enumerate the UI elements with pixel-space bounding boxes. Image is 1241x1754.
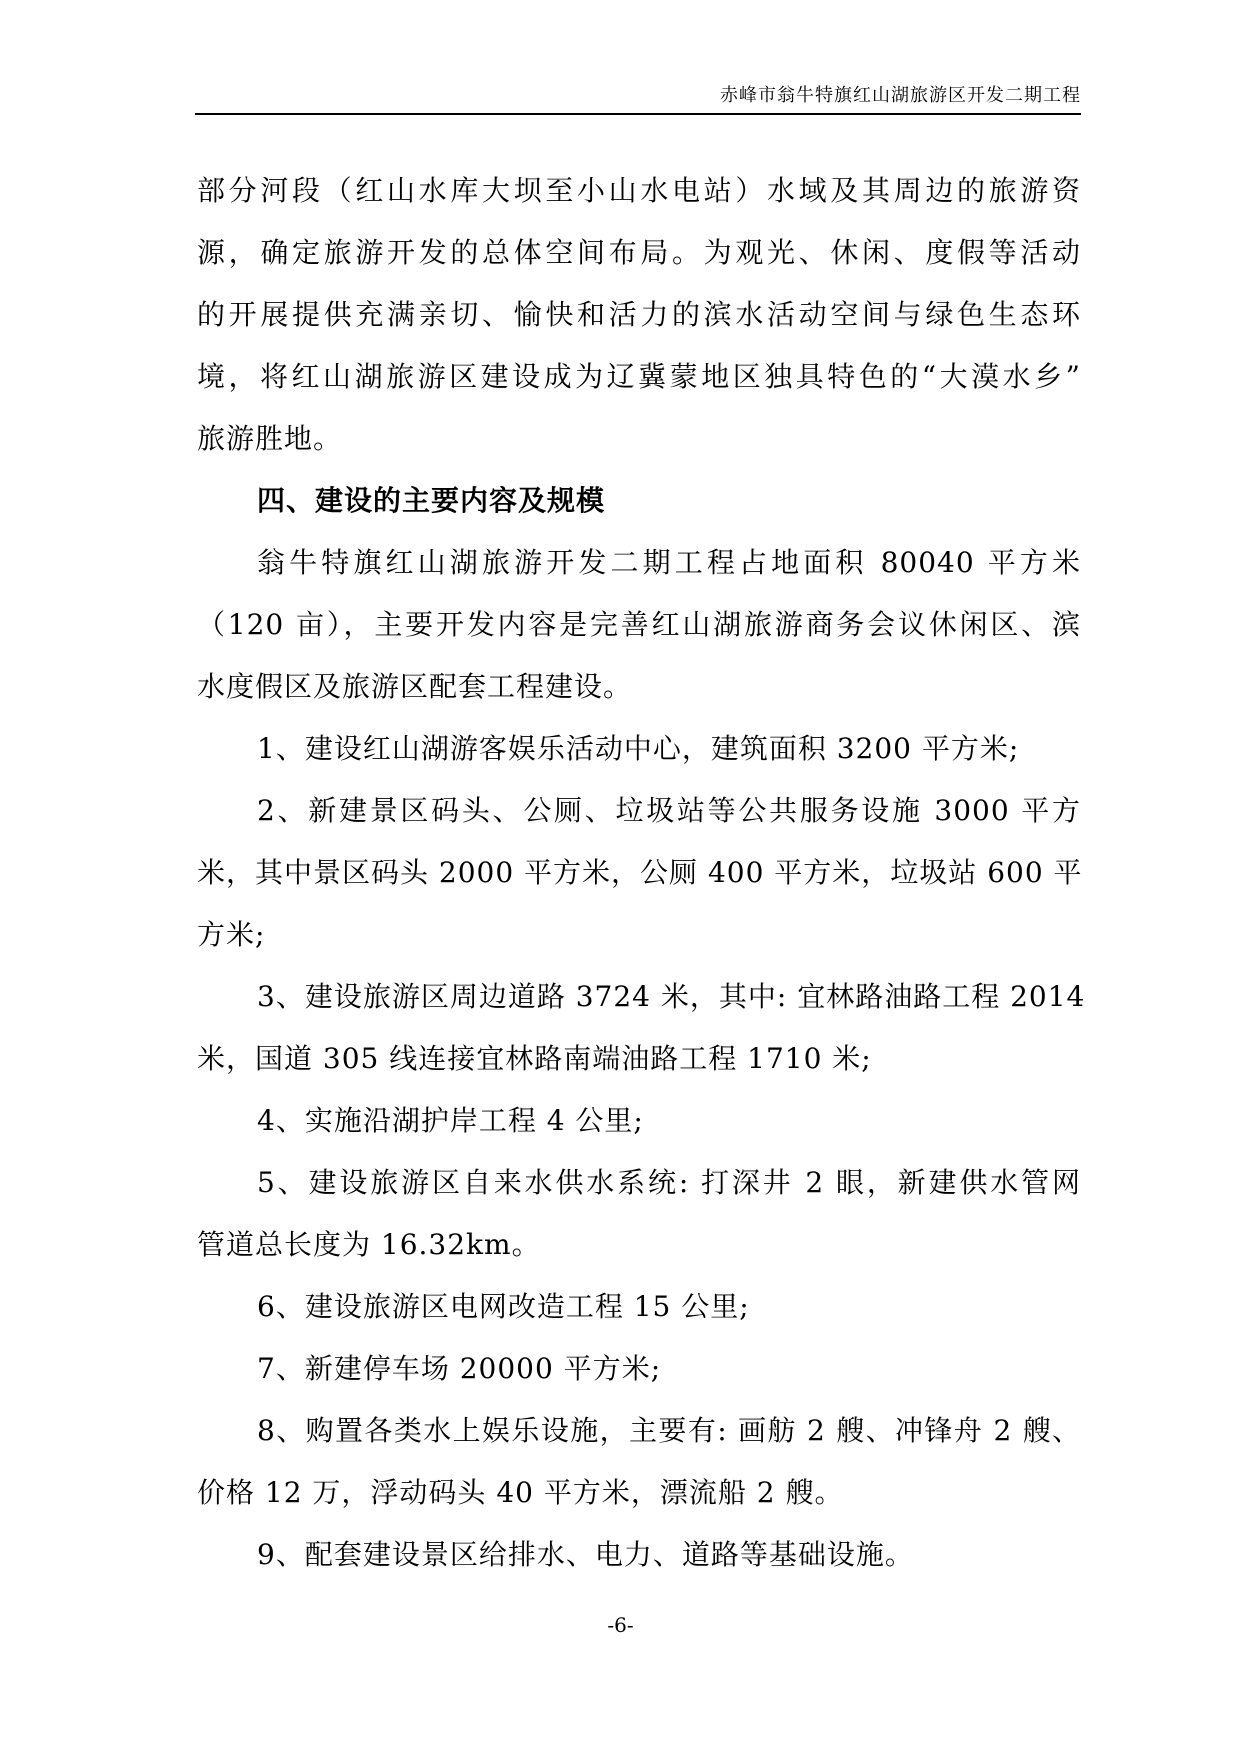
list-item: 6、建设旅游区电网改造工程 15 公里; — [257, 1290, 750, 1323]
section-heading: 四、建设的主要内容及规模 — [257, 484, 606, 517]
list-item: 4、实施沿湖护岸工程 4 公里; — [257, 1104, 644, 1137]
running-header: 赤峰市翁牛特旗红山湖旅游区开发二期工程 — [720, 85, 1081, 106]
page-number: -6- — [607, 1613, 634, 1637]
header-divider — [195, 113, 1081, 115]
body-line: 米，国道 305 线连接宜林路南端油路工程 1710 米; — [197, 1042, 872, 1075]
body-line: 方米; — [197, 918, 266, 951]
body-line: 管道总长度为 16.32km。 — [197, 1228, 541, 1261]
body-line: 的开展提供充满亲切、愉快和活力的滨水活动空间与绿色生态环 — [197, 298, 1081, 331]
body-line: 旅游胜地。 — [197, 422, 343, 455]
list-item: 7、新建停车场 20000 平方米; — [257, 1352, 662, 1385]
body-line: 水度假区及旅游区配套工程建设。 — [197, 670, 633, 703]
list-item: 9、配套建设景区给排水、电力、道路等基础设施。 — [257, 1538, 914, 1571]
body-line: 部分河段（红山水库大坝至小山水电站）水域及其周边的旅游资 — [197, 174, 1081, 207]
list-item: 5、建设旅游区自来水供水系统: 打深井 2 眼，新建供水管网 — [257, 1166, 1081, 1199]
list-item: 3、建设旅游区周边道路 3724 米，其中: 宜林路油路工程 2014 — [257, 980, 1086, 1013]
body-line: 价格 12 万，浮动码头 40 平方米，漂流船 2 艘。 — [197, 1476, 844, 1509]
document-body — [197, 160, 1086, 1586]
list-item: 1、建设红山湖游客娱乐活动中心，建筑面积 3200 平方米; — [257, 732, 1020, 765]
body-line: 源，确定旅游开发的总体空间布局。为观光、休闲、度假等活动 — [197, 236, 1081, 269]
body-line: 米，其中景区码头 2000 平方米，公厕 400 平方米，垃圾站 600 平 — [197, 856, 1083, 889]
body-line: 翁牛特旗红山湖旅游开发二期工程占地面积 80040 平方米 — [257, 546, 1081, 579]
body-line: （120 亩），主要开发内容是完善红山湖旅游商务会议休闲区、滨 — [197, 608, 1081, 641]
list-item: 8、购置各类水上娱乐设施，主要有: 画舫 2 艘、冲锋舟 2 艘、 — [257, 1414, 1081, 1447]
body-line: 境，将红山湖旅游区建设成为辽冀蒙地区独具特色的“大漠水乡” — [197, 360, 1081, 393]
list-item: 2、新建景区码头、公厕、垃圾站等公共服务设施 3000 平方 — [257, 794, 1081, 827]
